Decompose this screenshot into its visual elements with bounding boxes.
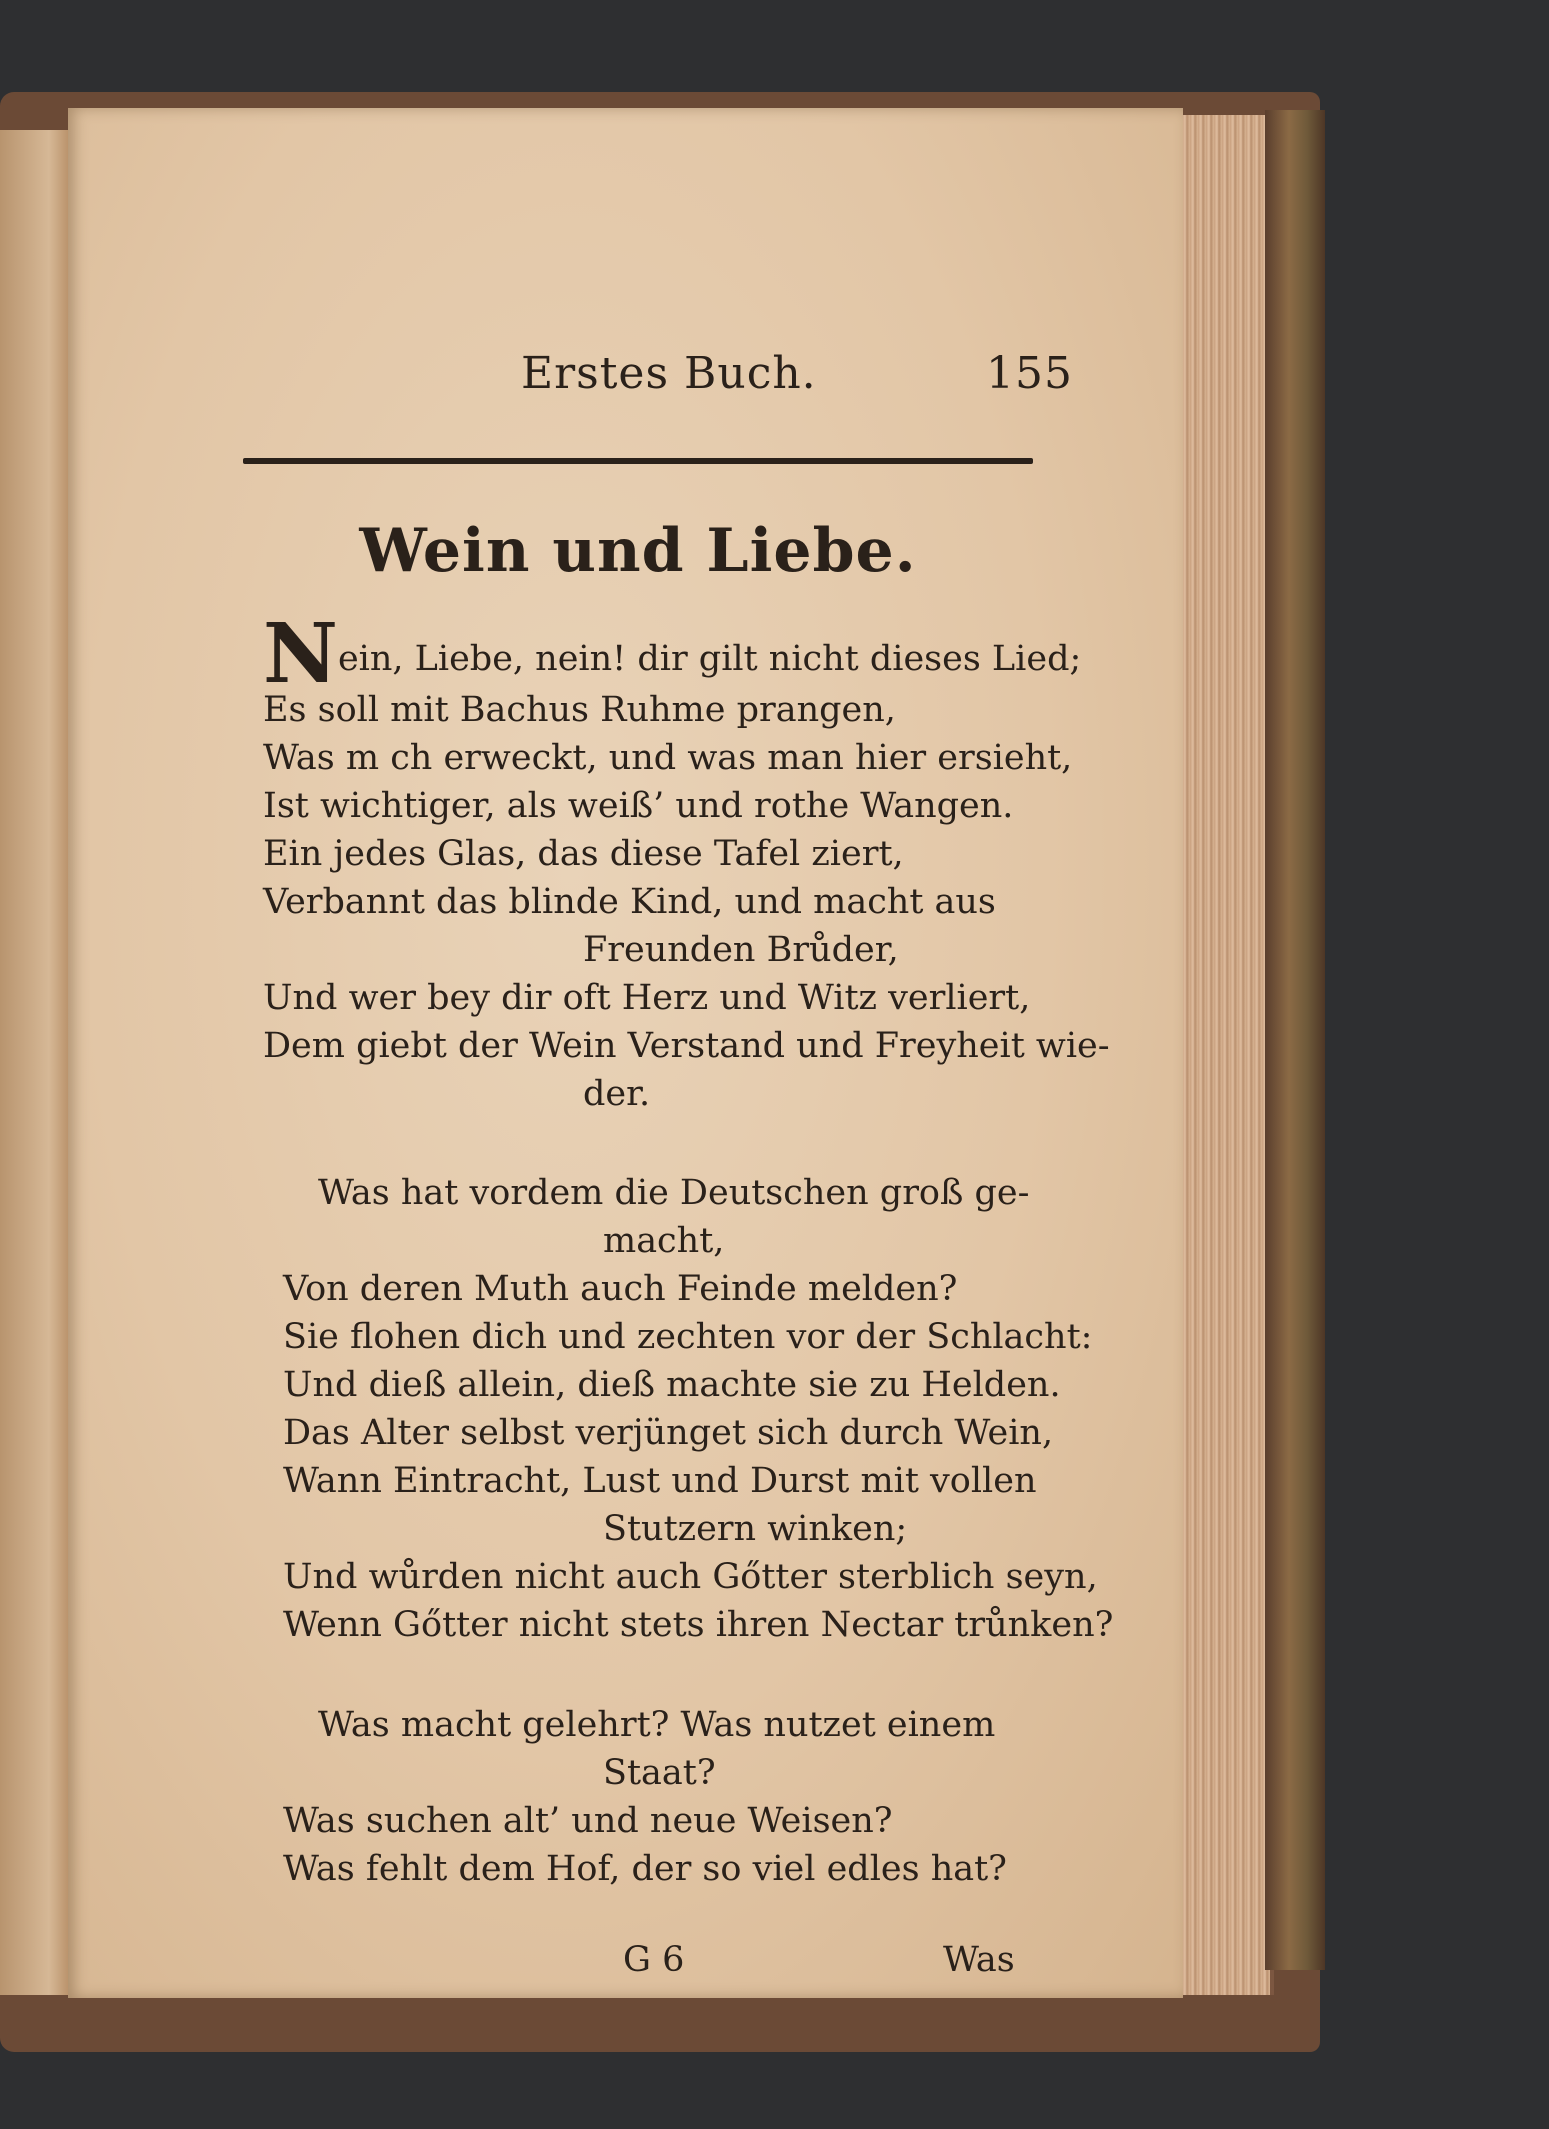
verse-line: Wann Eintracht, Lust und Durst mit vollen: [283, 1461, 1037, 1501]
verse-line: Was fehlt dem Hof, der so viel edles hat?: [283, 1849, 1007, 1889]
verse-turnover: macht,: [603, 1221, 725, 1261]
verse-line: Wenn Gőtter nicht stets ihren Nectar trůnken?: [283, 1605, 1114, 1645]
verse-line: Dem giebt der Wein Verstand und Freyheit wie-: [263, 1026, 1110, 1066]
verse-line: Was m ch erweckt, und was man hier ersieht,: [263, 738, 1073, 778]
drop-cap: N: [263, 606, 338, 702]
verse-line: [263, 606, 1082, 702]
book-page: [68, 108, 1183, 1998]
verse-text: ein, Liebe, nein! dir gilt nicht dieses Lied;: [337, 639, 1082, 679]
verse-line: Das Alter selbst verjünget sich durch Wein,: [283, 1413, 1054, 1453]
verse-line: Und dieß allein, dieß machte sie zu Helden.: [283, 1365, 1061, 1405]
verse-line: Von deren Muth auch Feinde melden?: [283, 1269, 958, 1309]
catchword: Was: [943, 1940, 1015, 1980]
verse-turnover: Freunden Brůder,: [583, 930, 899, 970]
verse-turnover: Staat?: [603, 1753, 716, 1793]
verse-line: Sie flohen dich und zechten vor der Schlacht:: [283, 1317, 1093, 1357]
verse-line: Was macht gelehrt? Was nutzet einem: [318, 1705, 996, 1745]
verse-line: Ein jedes Glas, das diese Tafel ziert,: [263, 834, 904, 874]
signature-mark: G 6: [623, 1940, 685, 1980]
page-content: [243, 108, 1114, 1998]
running-head: Erstes Buch.: [521, 348, 817, 399]
verse-line: Ist wichtiger, als weiß’ und rothe Wangen.: [263, 786, 1014, 826]
verse-turnover: der.: [583, 1074, 651, 1114]
verse-line: Und wer bey dir oft Herz und Witz verliert,: [263, 978, 1031, 1018]
verse-line: Was suchen alt’ und neue Weisen?: [283, 1801, 893, 1841]
verse-turnover: Stutzern winken;: [603, 1509, 908, 1549]
header-rule: [243, 458, 1033, 464]
verse-line: Was hat vordem die Deutschen groß ge-: [318, 1173, 1030, 1213]
page-header: [243, 348, 1073, 408]
cover-spine-edge: [1265, 110, 1325, 1970]
page-number: 155: [986, 348, 1073, 399]
verse-line: Es soll mit Bachus Ruhme prangen,: [263, 690, 896, 730]
poem-title: Wein und Liebe.: [359, 516, 917, 586]
verse-line: Und wůrden nicht auch Gőtter sterblich seyn,: [283, 1557, 1098, 1597]
left-page-edge: [0, 130, 72, 1995]
verse-line: Verbannt das blinde Kind, und macht aus: [263, 882, 996, 922]
